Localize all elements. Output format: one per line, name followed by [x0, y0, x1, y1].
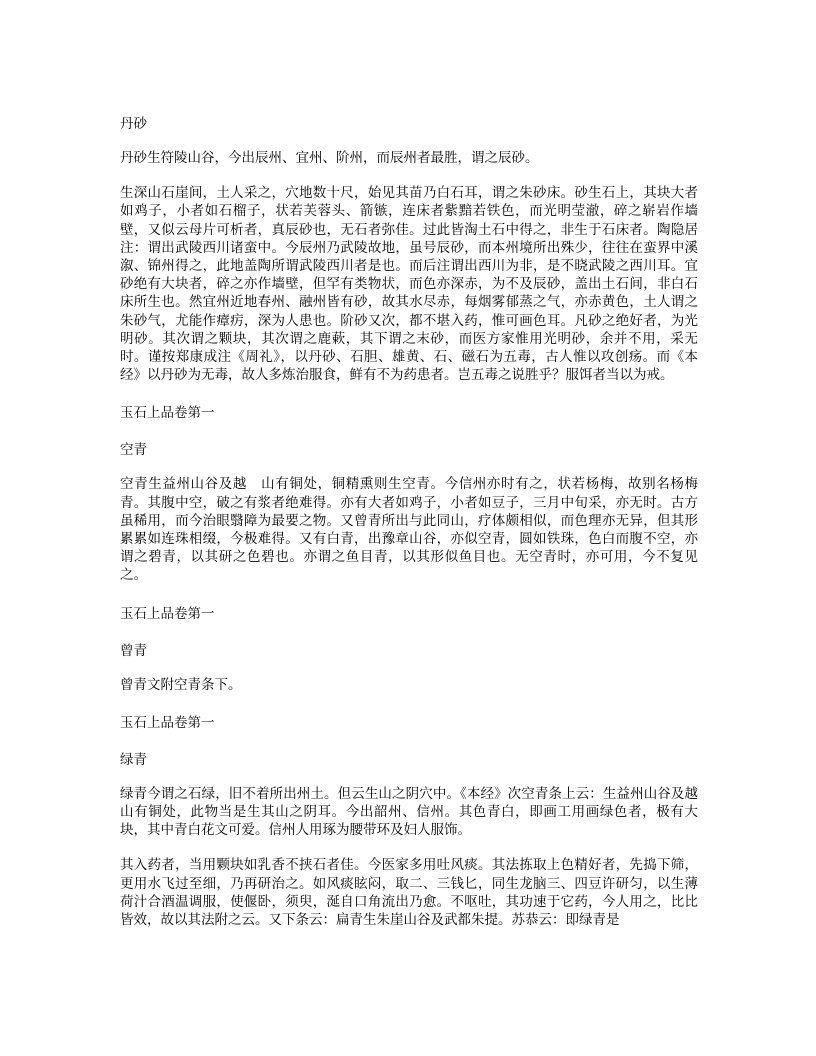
volume-heading: 玉石上品卷第一 [120, 605, 215, 622]
section-heading-kongqing: 空青 [120, 442, 147, 459]
paragraph-dansha-description: 生深山石崖间，土人采之，穴地数十尺，始见其苗乃白石耳，谓之朱砂床。砂生石上，其块大者如鸡子，小者如石榴子，状若芙蓉头、箭镞，连床者紫黯若铁色，而光明莹澈，碎之崭岩作墙壁，又似云母片可析者，真辰砂也，无石者弥佳。过此皆淘土石中得之，非生于石床者。陶隐居注：谓出武陵西川诸蛮中。今辰州乃武陵故地，虽号辰砂，而本州境所出殊少，往往在蛮界中溪溆、锦州得之，此地盖陶所谓武陵西川者是也。而后注谓出西川为非，是不晓武陵之西川耳。宜砂绝有大块者，碎之亦作墙壁，但罕有类物状，而色亦深赤，为不及辰砂，盖出土石间，非白石床所生也。然宜州近地春州、融州皆有砂，故其水尽赤，每烟雾郁蒸之气，亦赤黄色，土人谓之朱砂气，尤能作瘴疠，深为人患也。阶砂又次，都不堪入药，惟可画色耳。凡砂之绝好者，为光明砂。其次谓之颗块，其次谓之鹿蔌，其下谓之末砂，而医方家惟用光明砂，余并不用，采无时。谨按郑康成注《周礼》，以丹砂、石胆、雄黄、石、磁石为五毒，古人惟以攻创疡。而《本经》以丹砂为无毒，故人多炼治服食，鲜有不为药患者。岂五毒之说胜乎？服饵者当以为戒。 [120, 185, 698, 384]
section-heading-dansha: 丹砂 [120, 116, 147, 132]
volume-heading: 玉石上品卷第一 [120, 714, 215, 731]
paragraph-lvqing-usage: 其入药者，当用颗块如乳香不挟石者佳。今医家多用吐风痰。其法拣取上色精好者，先捣下筛，更用水飞过至细，乃再研治之。如风痰眩闷，取二、三钱匕，同生龙脑三、四豆许研匀，以生薄荷汁合酒温调服，使偃卧，须臾，涎自口角流出乃愈。不呕吐，其功速于它药，今人用之，比比皆效，故以其法附之云。又下条云：扁青生朱崖山谷及武都朱提。苏恭云：即绿青是 [120, 857, 698, 929]
paragraph-dansha-origin: 丹砂生符陵山谷，今出辰州、宜州、阶州，而辰州者最胜，谓之辰砂。 [120, 150, 539, 166]
section-heading-lvqing: 绿青 [120, 751, 147, 768]
section-heading-cengqing: 曾青 [120, 642, 147, 659]
volume-heading: 玉石上品卷第一 [120, 405, 215, 422]
document-page [120, 112, 712, 946]
paragraph-kongqing: 空青生益州山谷及越 山有铜处，铜精熏则生空青。今信州亦时有之，状若杨梅，故别名杨梅青。其腹中空，破之有浆者绝难得。亦有大者如鸡子，小者如豆子，三月中旬采，亦无时。古方虽稀用，而今治眼翳障为最要之物。又曾青所出与此同山，疗体颇相似，而色理亦无异，但其形累累如连珠相缀，今极难得。又有白青，出豫章山谷，亦似空青，圆如铁珠，色白而腹不空，亦谓之碧青，以其研之色碧也。亦谓之鱼目青，以其形似鱼目也。无空青时，亦可用，今不复见之。 [120, 476, 698, 584]
paragraph-lvqing-origin: 绿青今谓之石绿，旧不着所出州土。但云生山之阴穴中。《本经》次空青条上云：生益州山谷及越 山有铜处，此物当是生其山之阴耳。今出韶州、信州。其色青白，即画工用画绿色者，极有大块，其中青白花文可爱。信州人用琢为腰带环及妇人服饰。 [120, 785, 712, 839]
paragraph-cengqing: 曾青文附空青条下。 [120, 676, 242, 693]
